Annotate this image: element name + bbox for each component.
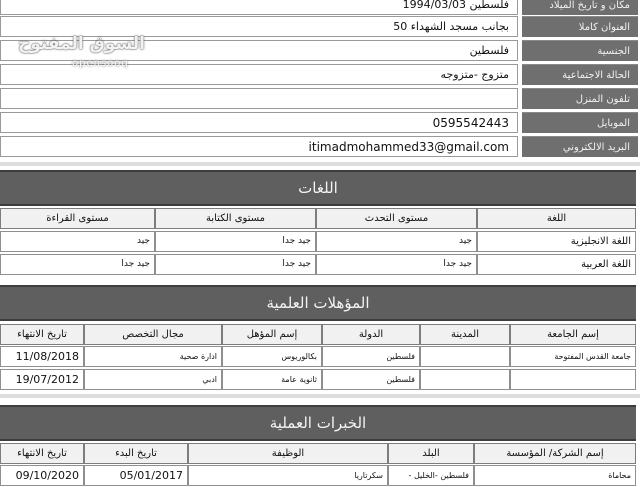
column-header: إسم الشركة/ المؤسسة bbox=[474, 443, 636, 464]
table-cell bbox=[420, 369, 510, 390]
column-header: إسم الجامعة bbox=[510, 324, 636, 345]
column-header: مستوى الكتابة bbox=[155, 208, 316, 229]
table-cell: ثانوية عامة bbox=[222, 369, 322, 390]
info-value: 0595542443 bbox=[0, 112, 518, 133]
info-value: فلسطين bbox=[0, 40, 518, 61]
divider bbox=[0, 394, 640, 398]
education-title: المؤهلات العلمية bbox=[0, 285, 636, 321]
info-row-home-phone bbox=[0, 88, 640, 110]
watermark-logo: السوق المفتوح bbox=[18, 34, 145, 54]
column-header: تاريخ الانتهاء bbox=[0, 443, 84, 464]
experience-header-row bbox=[0, 443, 636, 465]
languages-title: اللغات bbox=[0, 170, 636, 206]
table-cell: فلسطين -الخليل - bbox=[388, 465, 474, 486]
experience-title: الخبرات العملية bbox=[0, 405, 636, 441]
info-row-email bbox=[0, 136, 640, 158]
info-label: تلفون المنزل bbox=[522, 88, 638, 109]
info-label: العنوان كاملا bbox=[522, 16, 638, 37]
info-label: مكان و تاريخ الميلاد bbox=[522, 0, 638, 15]
table-cell: ادبي bbox=[84, 369, 222, 390]
table-cell: فلسطين bbox=[322, 369, 420, 390]
column-header: الدولة bbox=[322, 324, 420, 345]
info-label: البريد الالكتروني bbox=[522, 136, 638, 157]
info-label: الجنسية bbox=[522, 40, 638, 61]
languages-header-row bbox=[0, 208, 636, 230]
table-row bbox=[0, 369, 636, 391]
column-header: مجال التخصص bbox=[84, 324, 222, 345]
table-cell: 05/01/2017 bbox=[84, 465, 188, 486]
column-header: المدينة bbox=[420, 324, 510, 345]
info-label: الحالة الاجتماعية bbox=[522, 64, 638, 85]
info-value: فلسطين 1994/03/03 bbox=[0, 0, 518, 15]
table-cell: جيد جدا bbox=[316, 254, 477, 275]
info-value: بجانب مسجد الشهداء 50 bbox=[0, 16, 518, 37]
info-value bbox=[0, 88, 518, 109]
table-cell: سكرتاريا bbox=[188, 465, 388, 486]
table-cell: جيد جدا bbox=[155, 231, 316, 252]
table-cell: محاماة bbox=[474, 465, 636, 486]
column-header: البلد bbox=[388, 443, 474, 464]
column-header: تاريخ الانتهاء bbox=[0, 324, 84, 345]
table-cell: فلسطين bbox=[322, 346, 420, 367]
table-cell: جيد bbox=[316, 231, 477, 252]
info-row-birth bbox=[0, 0, 640, 16]
table-cell: اللغة العربية bbox=[477, 254, 636, 275]
info-value: متزوج -متزوجه bbox=[0, 64, 518, 85]
column-header: تاريخ البدء bbox=[84, 443, 188, 464]
table-cell: بكالوريوس bbox=[222, 346, 322, 367]
table-cell: جيد bbox=[0, 231, 155, 252]
table-cell bbox=[420, 346, 510, 367]
table-cell: 11/08/2018 bbox=[0, 346, 84, 367]
watermark-site: opensooq bbox=[72, 58, 129, 69]
table-cell: جامعة القدس المفتوحة bbox=[510, 346, 636, 367]
info-value: itimadmohammed33@gmail.com bbox=[0, 136, 518, 157]
divider bbox=[0, 162, 640, 166]
table-cell bbox=[510, 369, 636, 390]
table-cell: 09/10/2020 bbox=[0, 465, 84, 486]
column-header: مستوى التحدث bbox=[316, 208, 477, 229]
table-cell: جيد جدا bbox=[0, 254, 155, 275]
column-header: اللغة bbox=[477, 208, 636, 229]
table-row bbox=[0, 254, 636, 276]
education-header-row bbox=[0, 324, 636, 346]
table-cell: 19/07/2012 bbox=[0, 369, 84, 390]
table-row bbox=[0, 465, 636, 487]
column-header: إسم المؤهل bbox=[222, 324, 322, 345]
table-cell: اللغة الانجليزية bbox=[477, 231, 636, 252]
info-label: الموبايل bbox=[522, 112, 638, 133]
column-header: مستوى القراءة bbox=[0, 208, 155, 229]
table-row bbox=[0, 346, 636, 368]
table-cell: ادارة صحية bbox=[84, 346, 222, 367]
table-cell: جيد جدا bbox=[155, 254, 316, 275]
column-header: الوظيفة bbox=[188, 443, 388, 464]
table-row bbox=[0, 231, 636, 253]
info-row-mobile bbox=[0, 112, 640, 134]
